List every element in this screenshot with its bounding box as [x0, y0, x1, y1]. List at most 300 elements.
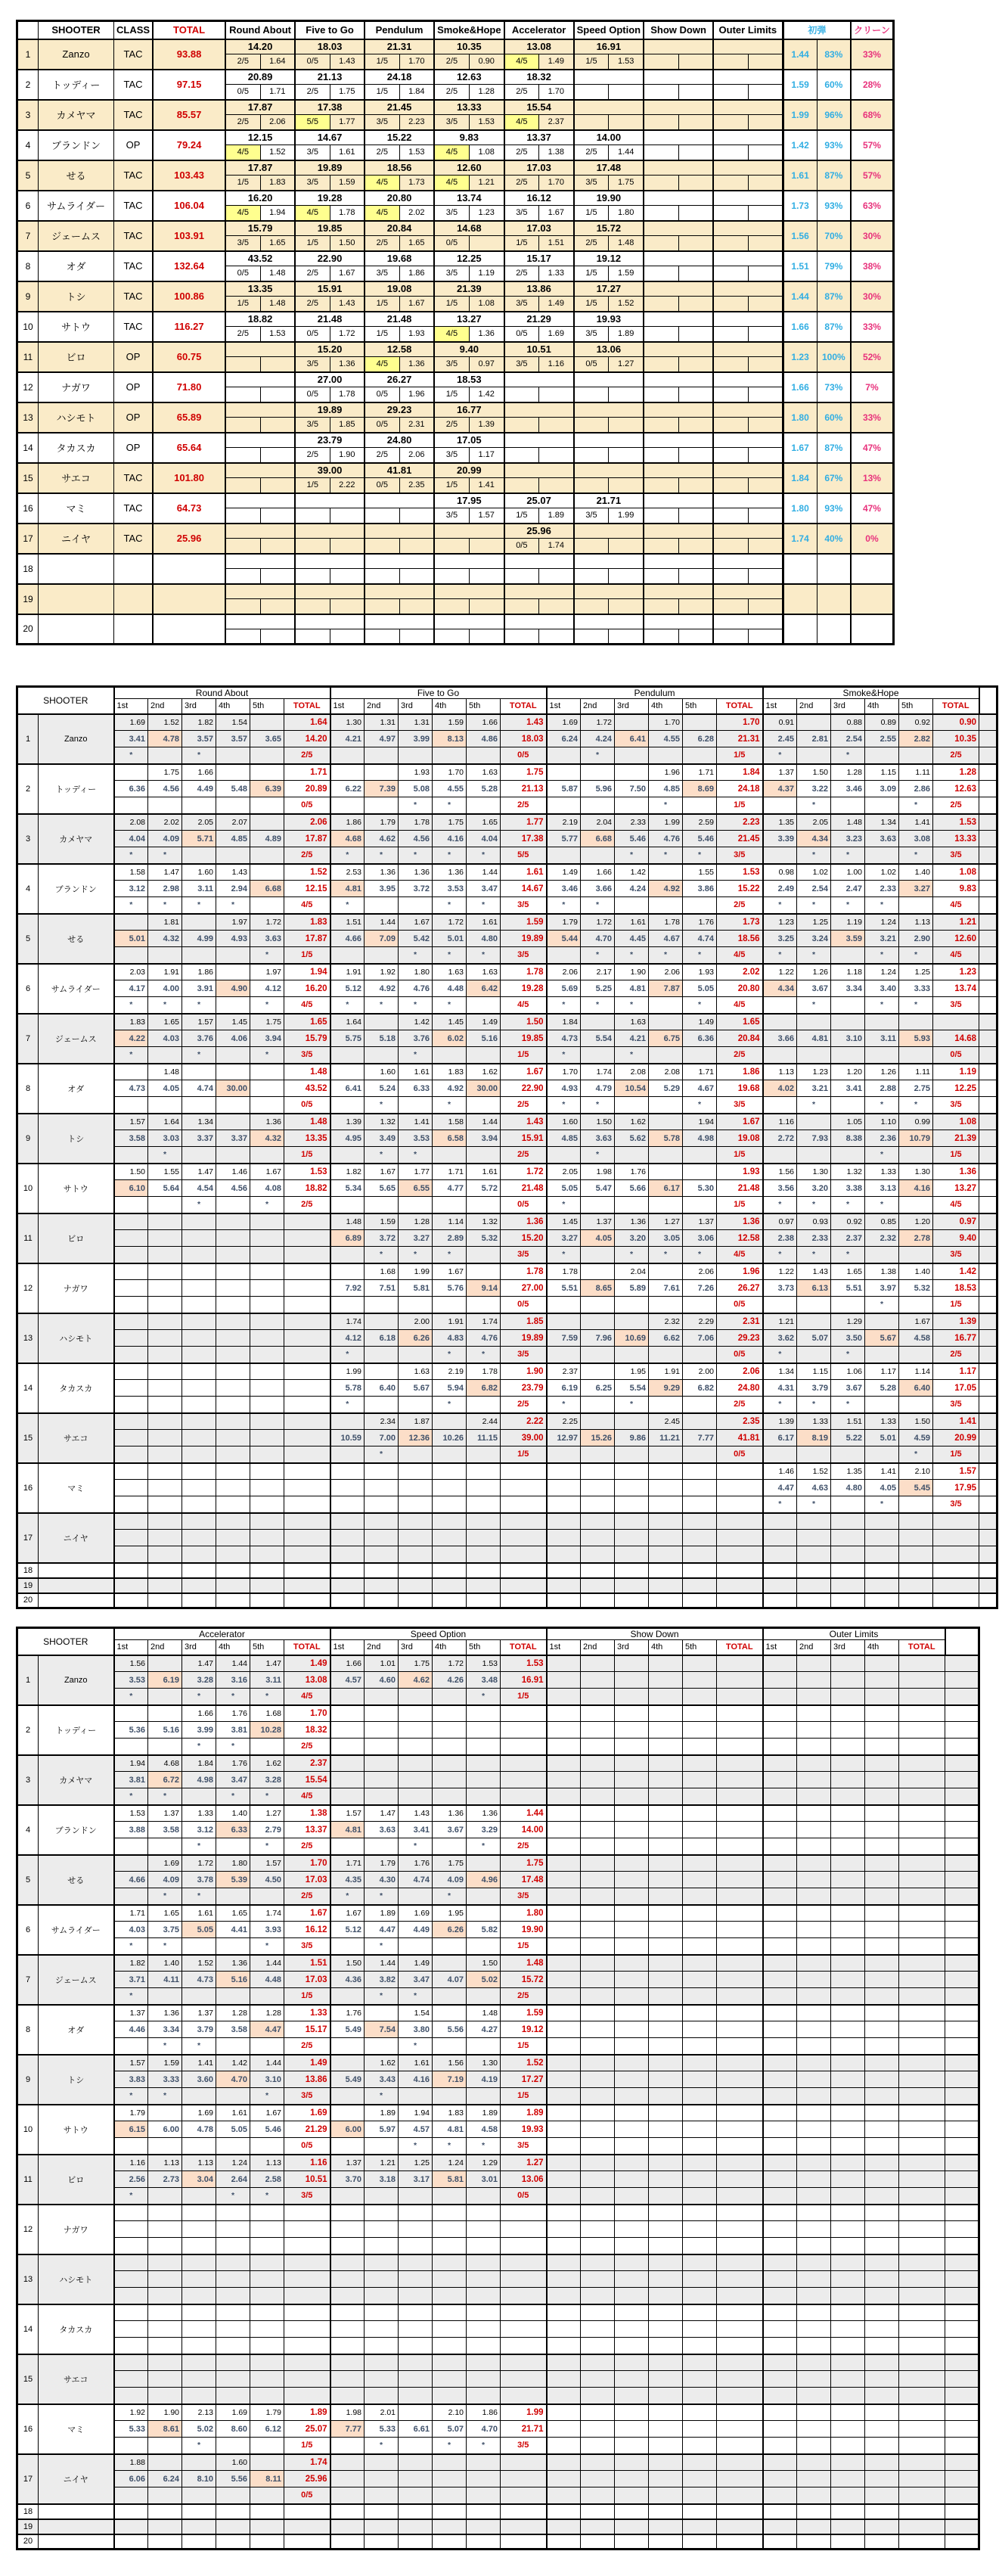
- clean-fraction: [713, 54, 748, 70]
- empty-cell: [547, 1593, 581, 1608]
- hit-mark: [831, 2188, 865, 2205]
- row-number: 7: [17, 1014, 39, 1064]
- string-time: [831, 2021, 865, 2038]
- string-time: 3.66: [581, 881, 615, 897]
- clean-percent: 38%: [851, 251, 893, 281]
- clean-fraction: [717, 1689, 763, 1705]
- clean-fraction: 1/5: [365, 327, 399, 342]
- first-shot-avg: 1.36: [469, 327, 504, 342]
- first-shot-time: 1.33: [865, 1413, 899, 1430]
- edge-cell: [979, 1330, 997, 1347]
- string-time: [330, 1772, 365, 1788]
- stage-total: [284, 1280, 330, 1297]
- string-time: [865, 1722, 899, 1739]
- first-shot-time: 1.75: [399, 1655, 433, 1672]
- first-shot-avg: [678, 327, 713, 342]
- string-time: 6.36: [683, 1030, 717, 1047]
- hit-mark: [148, 1739, 182, 1755]
- hit-mark: [216, 2238, 250, 2254]
- clean-fraction: [717, 2288, 763, 2304]
- stage-header-2: Pendulum: [365, 21, 434, 39]
- hit-mark: [547, 2388, 581, 2404]
- string-time: [581, 1480, 615, 1496]
- string-time: [797, 1672, 831, 1689]
- string-time: 3.82: [365, 1972, 399, 1988]
- first-shot-time: 1.67: [365, 1164, 399, 1180]
- first-shot-time: 1.14: [899, 1363, 933, 1380]
- hit-mark: *: [649, 1247, 683, 1263]
- row-number: 19: [17, 2519, 39, 2534]
- hit-mark: *: [433, 897, 467, 914]
- first-shot-time: 2.06: [547, 964, 581, 980]
- first-shot-time: 1.31: [365, 714, 399, 731]
- hit-mark: [547, 2438, 581, 2454]
- row-7-first-shots: [17, 1014, 997, 1030]
- stage-total: 13.86: [284, 2071, 330, 2088]
- hit-mark: [581, 1446, 615, 1463]
- first-shot-avg: 1.19: [469, 266, 504, 281]
- hit-mark: [330, 2238, 365, 2254]
- string-time: 4.92: [433, 1080, 467, 1097]
- first-shot-time: [433, 1463, 467, 1480]
- hit-mark: [216, 847, 250, 864]
- edge-cell: [945, 2121, 979, 2138]
- hit-mark: [399, 2188, 433, 2205]
- edge-cell: [945, 1988, 979, 2005]
- hit-mark: [797, 2238, 831, 2254]
- first-shot-time: 1.27: [250, 1805, 284, 1822]
- row-number: 11: [17, 1213, 39, 1263]
- clean-fraction: 0/5: [365, 387, 399, 402]
- first-shot-total: [899, 2354, 945, 2371]
- hit-mark: [467, 747, 501, 764]
- string-time: 5.87: [547, 781, 581, 797]
- first-shot-time: [615, 1855, 649, 1872]
- first-shot-time: [250, 1213, 284, 1230]
- first-shot-time: 1.24: [216, 2155, 250, 2171]
- hit-mark: [365, 1546, 399, 1563]
- first-shot-time: 1.72: [433, 1655, 467, 1672]
- string-time: 12.36: [399, 1430, 433, 1446]
- string-time: [615, 2371, 649, 2388]
- shooter-row-8: [17, 251, 894, 266]
- first-shot-time: [683, 2005, 717, 2021]
- first-shot-time: 1.37: [330, 2155, 365, 2171]
- first-shot-time: 1.48: [148, 1064, 182, 1080]
- hit-mark: [114, 1838, 148, 1855]
- clean-fraction: 3/5: [501, 1888, 547, 1905]
- hit-mark: [114, 1546, 148, 1563]
- first-shot-time: [865, 1014, 899, 1030]
- hit-mark: [467, 2238, 501, 2254]
- empty-cell: [467, 2534, 501, 2550]
- hit-mark: [148, 1689, 182, 1705]
- string-time: 3.63: [250, 931, 284, 947]
- first-shot-time: [547, 1855, 581, 1872]
- clean-fraction: [899, 2038, 945, 2055]
- clean-fraction: [899, 2288, 945, 2304]
- first-shot-avg: 1.75: [330, 85, 365, 100]
- first-shot-time: 1.63: [615, 1014, 649, 1030]
- first-shot-time: 1.38: [865, 1263, 899, 1280]
- first-shot-time: [649, 1513, 683, 1530]
- string-col-header: 5th: [467, 1640, 501, 1655]
- hit-percent: 87%: [817, 281, 851, 312]
- first-shot-time: [581, 2304, 615, 2321]
- string-time: 5.05: [547, 1180, 581, 1197]
- first-shot-time: [399, 2304, 433, 2321]
- hit-mark: *: [865, 897, 899, 914]
- hit-mark: [399, 1297, 433, 1313]
- hit-mark: [831, 1097, 865, 1114]
- first-shot-avg: [678, 85, 713, 100]
- first-shot-time: 1.74: [581, 1064, 615, 1080]
- string-time: [433, 1480, 467, 1496]
- string-time: 6.00: [330, 2121, 365, 2138]
- clean-fraction: 0/5: [717, 1297, 763, 1313]
- edge-cell: [945, 1922, 979, 1938]
- first-shot-time: [467, 2205, 501, 2221]
- hit-mark: [148, 1047, 182, 1064]
- hit-mark: [216, 2438, 250, 2454]
- stage-time: 39.00: [295, 463, 365, 478]
- clean-fraction: [574, 418, 609, 433]
- empty-cell: [615, 2519, 649, 2534]
- string-time: 4.67: [683, 1080, 717, 1097]
- stage-time: 16.77: [434, 402, 504, 418]
- hit-mark: [114, 2438, 148, 2454]
- first-shot-time: 1.43: [399, 1805, 433, 1822]
- clean-fraction: [501, 1788, 547, 1805]
- clean-fraction: 3/5: [933, 997, 979, 1014]
- hit-mark: [467, 1546, 501, 1563]
- first-shot-time: 1.37: [182, 2005, 216, 2021]
- empty-cell: [216, 1563, 250, 1578]
- hit-mark: [683, 1739, 717, 1755]
- first-shot-time: 1.28: [250, 2005, 284, 2021]
- shooter-class: TAC: [114, 251, 154, 281]
- string-time: [797, 2121, 831, 2138]
- string-time: [330, 2321, 365, 2338]
- edge-cell: [945, 2071, 979, 2088]
- stage-time: 21.45: [365, 100, 434, 115]
- clean-fraction: [933, 1546, 979, 1563]
- stage-time: [644, 312, 713, 327]
- shooter-header: SHOOTER: [17, 1628, 114, 1655]
- clean-fraction: 1/5: [574, 266, 609, 281]
- hit-percent: 83%: [817, 39, 851, 70]
- first-shot-avg: 1.08: [469, 297, 504, 312]
- first-shot-time: 1.63: [399, 1363, 433, 1380]
- first-shot-time: 1.80: [399, 964, 433, 980]
- stage-total: [899, 2471, 945, 2487]
- stage-time: 19.68: [365, 251, 434, 266]
- row-10-first-shots: [17, 2105, 979, 2121]
- clean-fraction: 3/5: [434, 508, 469, 524]
- first-shot-avg: [399, 629, 434, 645]
- stage-time: 19.08: [365, 281, 434, 297]
- stage-time: [644, 281, 713, 297]
- first-shot-time: 1.59: [433, 714, 467, 731]
- clean-fraction: [644, 448, 678, 463]
- string-time: 6.75: [649, 1030, 683, 1047]
- hit-mark: [649, 1097, 683, 1114]
- hit-mark: *: [114, 997, 148, 1014]
- stage-time: 29.23: [365, 402, 434, 418]
- hit-mark: *: [216, 1739, 250, 1755]
- hit-mark: [615, 2188, 649, 2205]
- clean-fraction: 3/5: [434, 115, 469, 130]
- total-col-header: TOTAL: [284, 1640, 330, 1655]
- first-shot-time: 1.60: [365, 1064, 399, 1080]
- first-shot-time: [467, 2304, 501, 2321]
- string-time: 4.16: [899, 1180, 933, 1197]
- hit-mark: [399, 1496, 433, 1513]
- first-shot-time: 1.24: [433, 2155, 467, 2171]
- hit-mark: [649, 2487, 683, 2504]
- first-shot-time: 1.57: [114, 2055, 148, 2071]
- clean-fraction: [644, 236, 678, 251]
- first-shot-time: 1.67: [250, 2105, 284, 2121]
- shooter-name: ハシモト: [39, 1313, 114, 1363]
- shooter-name: オダ: [39, 2005, 114, 2055]
- first-shot-time: 1.41: [899, 814, 933, 831]
- first-shot-time: [330, 1263, 365, 1280]
- string-time: 3.47: [399, 1972, 433, 1988]
- stage-time: 13.37: [504, 130, 574, 145]
- first-shot-time: [683, 2105, 717, 2121]
- shooter-row-16: [17, 493, 894, 508]
- hit-mark: *: [365, 1938, 399, 1955]
- hit-mark: [216, 1097, 250, 1114]
- string-time: [216, 2271, 250, 2288]
- clean-percent: [851, 614, 893, 645]
- stage-total: 17.27: [501, 2071, 547, 2088]
- first-shot-total: 1.75: [501, 1855, 547, 1872]
- hit-mark: [649, 2338, 683, 2354]
- empty-cell: [547, 1563, 581, 1578]
- hit-mark: [148, 1496, 182, 1513]
- string-time: 3.27: [899, 881, 933, 897]
- string-time: 4.80: [831, 1480, 865, 1496]
- string-time: [148, 2221, 182, 2238]
- first-shot-time: [250, 1413, 284, 1430]
- string-time: [581, 2171, 615, 2188]
- shooter-name: [39, 1578, 114, 1593]
- stage-time: 9.40: [434, 342, 504, 357]
- string-time: [148, 1480, 182, 1496]
- shooter-name: マミ: [39, 1463, 114, 1513]
- clean-fraction: [574, 85, 609, 100]
- string-time: 3.58: [216, 2021, 250, 2038]
- hit-mark: [547, 1689, 581, 1705]
- first-shot-total: 1.28: [933, 764, 979, 781]
- clean-fraction: [574, 629, 609, 645]
- string-time: [330, 2271, 365, 2288]
- first-shot-time: 1.15: [797, 1363, 831, 1380]
- string-time: [797, 2371, 831, 2388]
- row-number: 15: [17, 463, 39, 493]
- string-time: 4.05: [581, 1230, 615, 1247]
- first-shot-avg: [748, 629, 783, 645]
- clean-fraction: 0/5: [504, 539, 539, 554]
- stage-total: [899, 2021, 945, 2038]
- clean-fraction: [284, 2338, 330, 2354]
- hit-mark: [899, 1047, 933, 1064]
- row-17-hit-marks: [17, 2487, 979, 2504]
- string-time: [683, 2121, 717, 2138]
- string-time: [467, 1722, 501, 1739]
- string-time: 6.89: [330, 1230, 365, 1247]
- first-shot-time: 1.13: [182, 2155, 216, 2171]
- string-time: [216, 1480, 250, 1496]
- hit-mark: [547, 1546, 581, 1563]
- empty-cell: [433, 1593, 467, 1608]
- hit-mark: [365, 2038, 399, 2055]
- string-time: [433, 1530, 467, 1546]
- clean-fraction: 1/5: [434, 297, 469, 312]
- first-shot-time: [216, 1513, 250, 1530]
- empty-cell: [114, 2504, 148, 2519]
- first-shot-time: 2.33: [615, 814, 649, 831]
- first-shot-avg: [678, 236, 713, 251]
- hit-mark: [216, 1247, 250, 1263]
- string-col-header: 2nd: [581, 1640, 615, 1655]
- edge-cell: [979, 1230, 997, 1247]
- first-shot-time: 1.60: [547, 1114, 581, 1130]
- stage-total: 10.51: [284, 2171, 330, 2188]
- empty-cell: [717, 2519, 763, 2534]
- string-time: [216, 2321, 250, 2338]
- string-time: 3.33: [899, 980, 933, 997]
- string-time: 5.32: [467, 1230, 501, 1247]
- string-time: 3.67: [797, 980, 831, 997]
- first-shot-time: 1.98: [330, 2404, 365, 2421]
- string-time: [615, 1722, 649, 1739]
- first-shot-time: [114, 1363, 148, 1380]
- stage-total: [899, 1922, 945, 1938]
- hit-mark: *: [467, 2438, 501, 2454]
- first-shot-time: 1.84: [547, 1014, 581, 1030]
- edge-cell: [945, 1855, 979, 1872]
- empty-cell: [250, 2519, 284, 2534]
- first-shot-time: [649, 1805, 683, 1822]
- row-number: 3: [17, 1755, 39, 1805]
- first-shot-time: 1.71: [683, 764, 717, 781]
- hit-mark: [114, 2038, 148, 2055]
- stage-total: 15.54: [284, 1772, 330, 1788]
- hit-mark: *: [581, 1097, 615, 1114]
- first-shot-total: 1.78: [501, 964, 547, 980]
- hit-mark: [547, 2238, 581, 2254]
- first-shot-total: [717, 1805, 763, 1822]
- string-col-header: 2nd: [148, 1640, 182, 1655]
- first-shot-time: [763, 1955, 797, 1972]
- string-time: 5.25: [581, 980, 615, 997]
- first-shot-time: 1.02: [865, 864, 899, 881]
- hit-mark: [148, 1297, 182, 1313]
- string-time: 3.40: [865, 980, 899, 997]
- empty-cell: [683, 1578, 717, 1593]
- string-time: 2.82: [899, 731, 933, 747]
- first-shot-value: [783, 584, 817, 614]
- first-shot-value: 1.74: [783, 524, 817, 554]
- first-shot-time: 1.36: [148, 2005, 182, 2021]
- first-shot-time: 2.44: [467, 1413, 501, 1430]
- first-shot-time: [216, 1213, 250, 1230]
- row-number: 9: [17, 281, 39, 312]
- first-shot-value: 1.51: [783, 251, 817, 281]
- hit-mark: [763, 2138, 797, 2155]
- shooter-header: SHOOTER: [39, 21, 114, 39]
- string-time: 4.34: [797, 831, 831, 847]
- hit-mark: *: [148, 1888, 182, 1905]
- stage-total: [501, 1772, 547, 1788]
- clean-fraction: 0/5: [717, 1347, 763, 1363]
- hit-mark: [683, 1838, 717, 1855]
- first-shot-time: 1.27: [649, 1213, 683, 1230]
- stage-total: 19.68: [717, 1080, 763, 1097]
- clean-fraction: 2/5: [225, 115, 260, 130]
- first-shot-time: [683, 2304, 717, 2321]
- hit-mark: *: [547, 997, 581, 1014]
- hit-mark: [182, 1297, 216, 1313]
- stage-time: 10.51: [504, 342, 574, 357]
- clean-fraction: [717, 2188, 763, 2205]
- stage-total: 21.48: [717, 1180, 763, 1197]
- first-shot-time: [467, 1855, 501, 1872]
- empty-row-18: [17, 1563, 997, 1578]
- clean-fraction: [225, 418, 260, 433]
- string-time: [831, 1530, 865, 1546]
- edge-cell: [945, 2138, 979, 2155]
- hit-mark: [467, 1739, 501, 1755]
- stage-total: 26.27: [717, 1280, 763, 1297]
- first-shot-avg: 1.96: [399, 387, 434, 402]
- shooter-row-6: [17, 191, 894, 206]
- string-time: [615, 2321, 649, 2338]
- first-shot-avg: [609, 115, 644, 130]
- hit-mark: [182, 947, 216, 964]
- hit-mark: [547, 2138, 581, 2155]
- stage-time: 15.20: [295, 342, 365, 357]
- hit-mark: [216, 1496, 250, 1513]
- hit-mark: *: [250, 1838, 284, 1855]
- edge-cell: [979, 1593, 997, 1608]
- stage-time: 21.48: [365, 312, 434, 327]
- stage-time: 23.79: [295, 433, 365, 448]
- edge-cell: [945, 2105, 979, 2121]
- first-shot-avg: 2.37: [539, 115, 574, 130]
- hit-mark: [615, 1496, 649, 1513]
- first-shot-time: [547, 2155, 581, 2171]
- hit-mark: *: [182, 1739, 216, 1755]
- first-shot-time: [433, 2454, 467, 2471]
- first-shot-time: [148, 1263, 182, 1280]
- first-shot-time: [330, 1064, 365, 1080]
- string-time: [250, 1530, 284, 1546]
- first-shot-time: 1.21: [763, 1313, 797, 1330]
- hit-mark: [683, 2238, 717, 2254]
- empty-cell: [649, 1593, 683, 1608]
- edge-cell: [945, 2421, 979, 2438]
- hit-percent: 93%: [817, 191, 851, 221]
- stage-total: [717, 2121, 763, 2138]
- first-shot-total: [717, 2005, 763, 2021]
- first-shot-time: [615, 1313, 649, 1330]
- hit-mark: [649, 2038, 683, 2055]
- shooter-header: SHOOTER: [17, 687, 114, 714]
